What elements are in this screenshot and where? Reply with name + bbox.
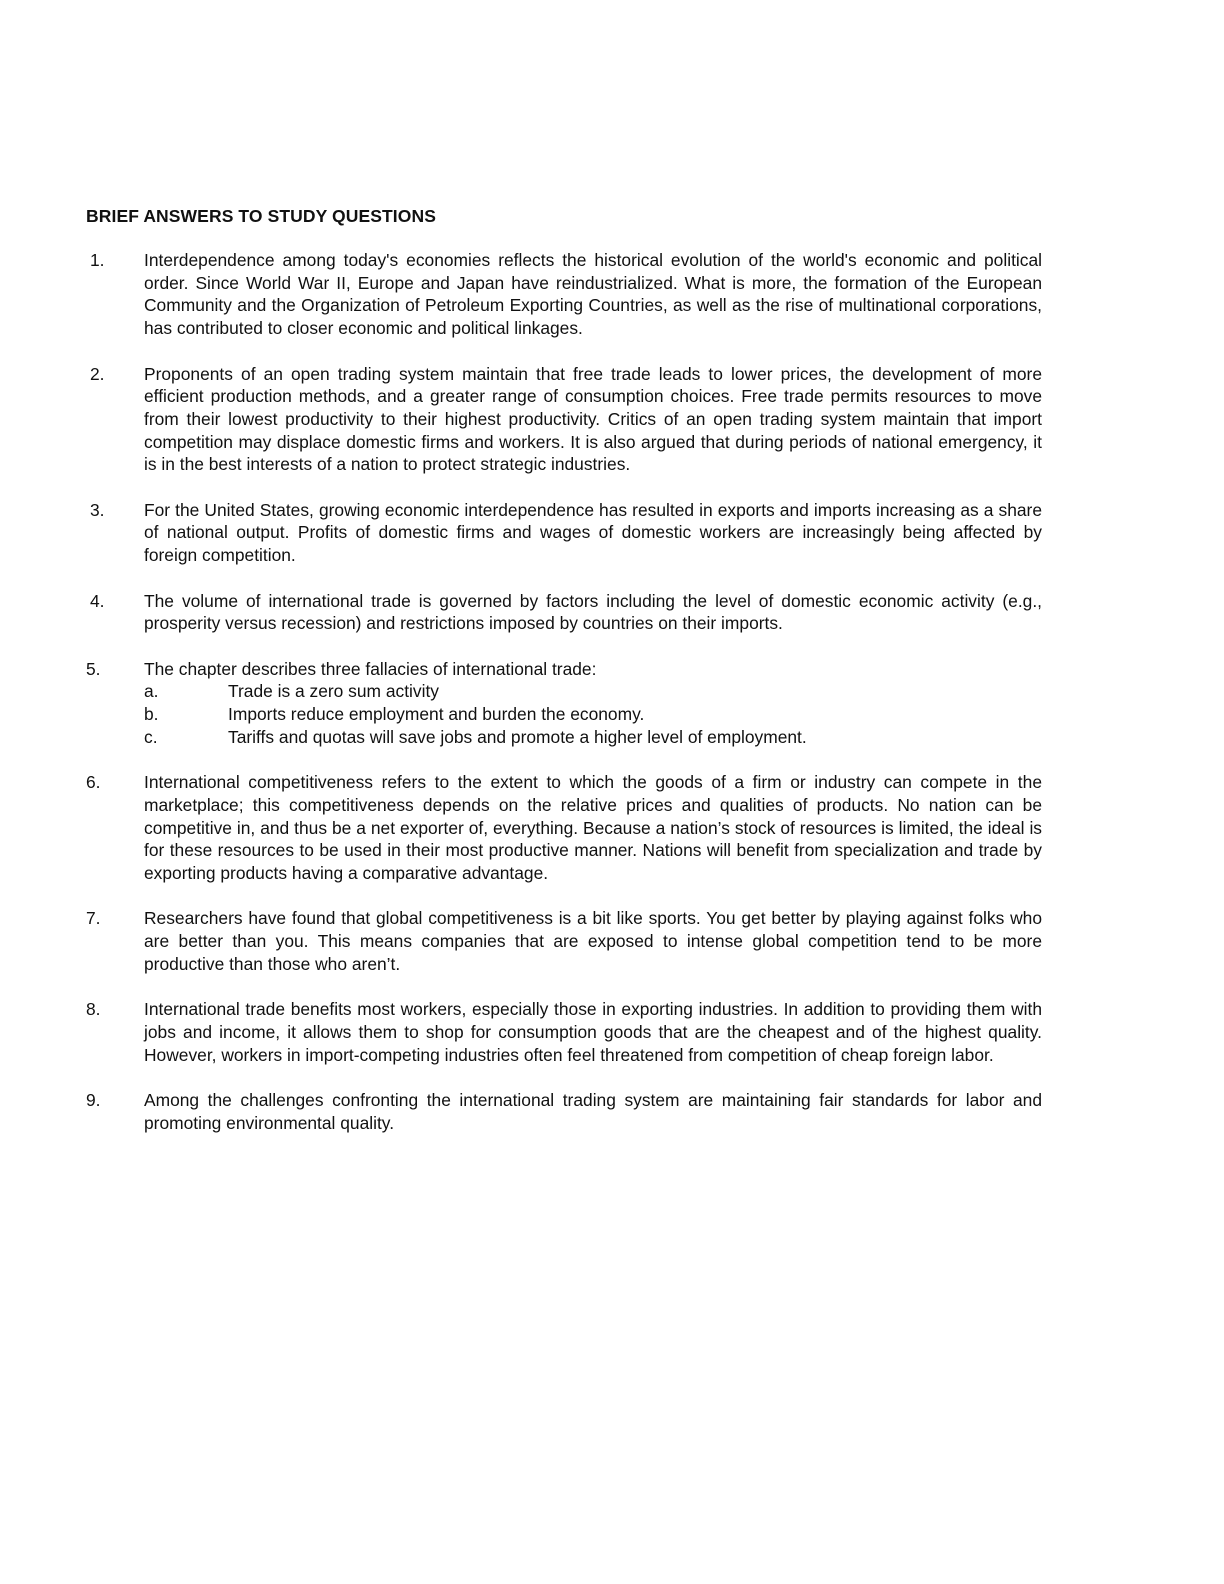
answer-item-1 xyxy=(86,249,1042,340)
answer-item-9 xyxy=(86,1089,1042,1134)
answer-item-7 xyxy=(86,907,1042,975)
item-number: 8. xyxy=(86,999,101,1020)
sub-item-b xyxy=(144,703,1042,726)
sub-item-text: Trade is a zero sum activity xyxy=(228,681,440,702)
answer-item-8 xyxy=(86,998,1042,1066)
item-text: The volume of international trade is governed by factors including the level of domestic economic activity (e.g., prosperity versus recession) and restrictions imposed by countries on their imports. xyxy=(144,590,1042,634)
item-text: Among the challenges confronting the international trading system are maintaining fair standards for labor and promoting environmental quality. xyxy=(144,1089,1042,1133)
sub-item-text: Tariffs and quotas will save jobs and promote a higher level of employment. xyxy=(228,726,807,747)
item-text: Proponents of an open trading system maintain that free trade leads to lower prices, the development of more efficient production methods, and a greater range of consumption choices. Free trade permits resources to move from their lowest productivity to their highest productivity. Critics of an open trading system maintain that import competition may displace domestic firms and workers. It is also argued that during periods of national emergency, it is in the best interests of a nation to protect strategic industries. xyxy=(144,363,1042,475)
item-number: 6. xyxy=(86,772,101,793)
sub-item-letter: c. xyxy=(144,726,158,747)
sub-item-a xyxy=(144,680,1042,703)
item-text: Researchers have found that global competitiveness is a bit like sports. You get better by playing against folks who are better than you. This means companies that are exposed to intense global competition tend to be more productive than those who aren’t. xyxy=(144,908,1042,974)
item-text: The chapter describes three fallacies of international trade: xyxy=(144,658,597,679)
item-number: 1. xyxy=(90,250,105,270)
sub-item-letter: b. xyxy=(144,704,159,724)
item-number: 9. xyxy=(86,1089,101,1110)
sub-item-c xyxy=(144,726,1042,749)
item-number: 5. xyxy=(86,658,101,679)
answer-item-2 xyxy=(86,363,1042,477)
item-text: International trade benefits most workers, especially those in exporting industries. In addition to providing them with jobs and income, it allows them to shop for consumption goods that are the cheapest and of the highest quality. However, workers in import-competing industries often feel threatened from competition of cheap foreign labor. xyxy=(144,999,1042,1065)
document-page xyxy=(86,205,1042,1157)
item-number: 3. xyxy=(90,499,105,520)
item-text: Interdependence among today's economies reflects the historical evolution of the world's economic and political order. Since World War II, Europe and Japan have reindustrialized. What is more, the formation of the European Community and the Organization of Petroleum Exporting Countries, as well as the rise of multinational corporations, has contributed to closer economic and political linkages. xyxy=(144,250,1042,339)
item-number: 2. xyxy=(90,363,105,384)
sub-item-text: Imports reduce employment and burden the economy. xyxy=(228,704,645,724)
page-title: BRIEF ANSWERS TO STUDY QUESTIONS xyxy=(86,206,436,226)
answer-item-6 xyxy=(86,771,1042,885)
item-number: 4. xyxy=(90,590,105,611)
sub-item-letter: a. xyxy=(144,681,159,702)
item-text: International competitiveness refers to the extent to which the goods of a firm or industry can compete in the marketplace; this competitiveness depends on the relative prices and qualities of products. No nation can be competitive in, and thus be a net exporter of, everything. Because a nation’s stock of resources is limited, the ideal is for these resources to be used in their most productive manner. Nations will benefit from specialization and trade by exporting products having a comparative advantage. xyxy=(144,772,1042,883)
item-number: 7. xyxy=(86,908,101,929)
answer-item-3 xyxy=(86,499,1042,567)
answer-item-5 xyxy=(86,658,1042,749)
answer-item-4 xyxy=(86,590,1042,635)
item-text: For the United States, growing economic interdependence has resulted in exports and imports increasing as a share of national output. Profits of domestic firms and wages of domestic workers are increasingly being affected by foreign competition. xyxy=(144,499,1042,566)
